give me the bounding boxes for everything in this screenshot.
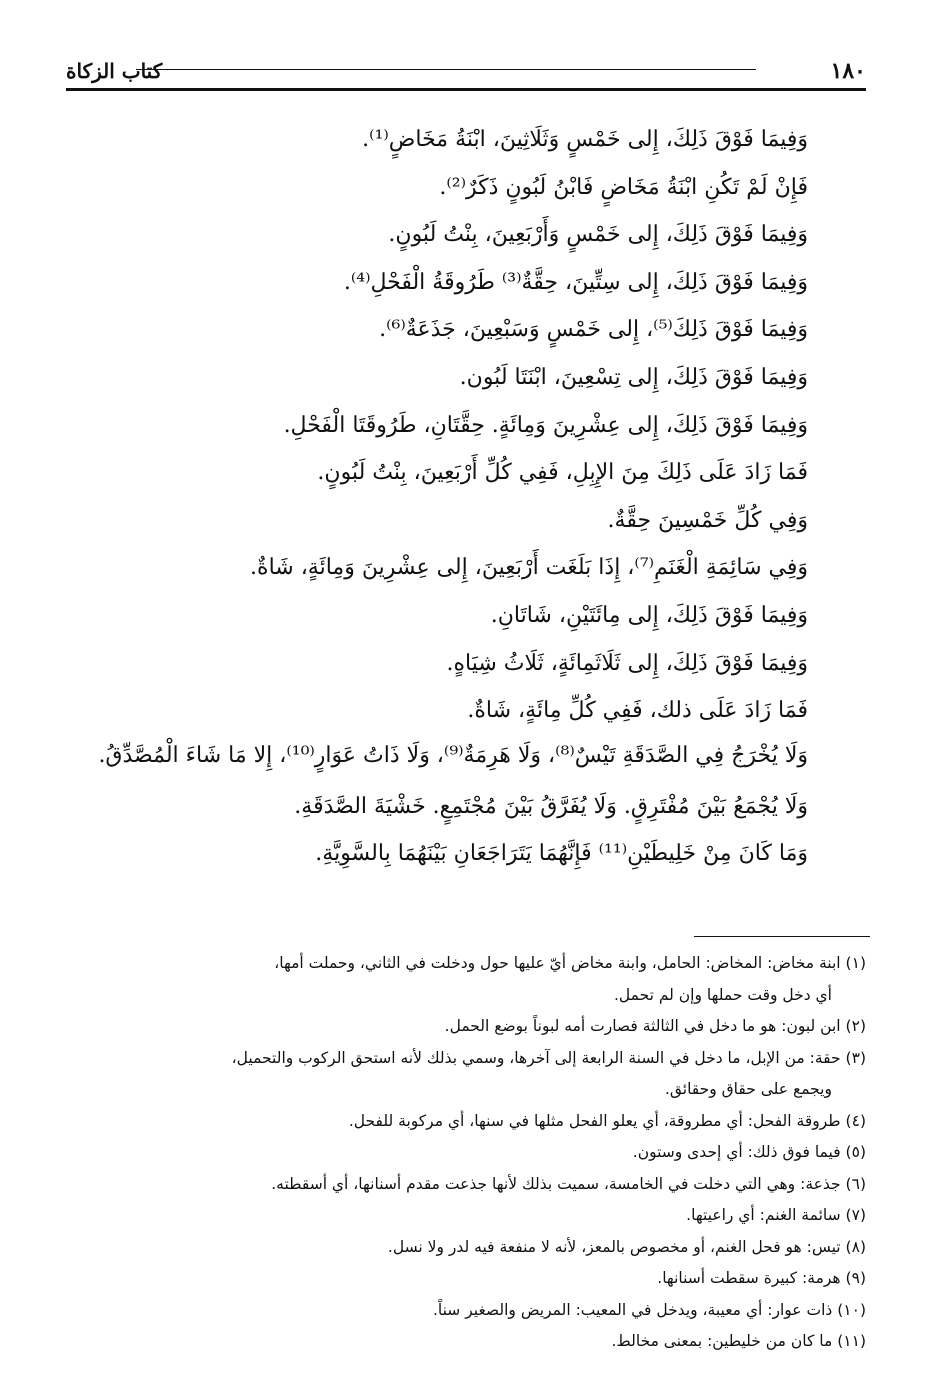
footnotes [86,948,866,1358]
header-divider [66,88,866,91]
text-line: وَفِيمَا فَوْقَ ذَلِكَ، إِلى ثَلَاثَمِائَةٍ، ثَلَاثُ شِيَاهٍ. [446,650,808,676]
footnote [86,1169,866,1201]
footnote-number: (١٠) [837,1300,866,1319]
text-line: وَفِيمَا فَوْقَ ذَلِكَ، إِلى عِشْرِينَ وَمِائَةٍ. حِقَّتَانِ، طَرُوقَتَا الْفَحْلِ. [283,412,808,438]
footnote-number: (٤) [845,1111,866,1130]
text-line: وَفِي كُلِّ خَمْسِينَ حِقَّةٌ. [607,507,808,533]
footnote-text: جذعة: وهي التي دخلت في الخامسة، سميت بذلك لأنها جذعت مقدم أسنانها، أي أسقطته. [271,1174,841,1193]
footnote-text: أي دخل وقت حملها وإن لم تحمل. [613,985,832,1004]
footnote-text: ما كان من خليطين: بمعنى مخالط. [611,1332,833,1350]
footnote-text: سائمة الغنم: أي راعيتها. [686,1206,841,1224]
footnote-text: هرمة: كبيرة سقطت أسنانها. [657,1269,841,1287]
text-line: وَفِيمَا فَوْقَ ذَلِكَ، إِلى مِائَتَيْنِ، شَاتَانِ. [490,602,808,628]
footnote-text: طروقة الفحل: أي مطروقة، أي يعلو الفحل مثلها في سنها، أي مركوبة للفحل. [348,1111,841,1130]
footnote-number: (١١) [837,1332,866,1350]
footnote-number: (٣) [845,1048,866,1067]
footnote [86,1043,866,1106]
header-rule [136,69,756,70]
footnote [86,948,866,1011]
text-line: وَفِيمَا فَوْقَ ذَلِكَ، إِلى سِتِّينَ، حِقَّةٌ⁽³⁾ طَرُوقَةُ الْفَحْلِ⁽⁴⁾. [343,269,808,295]
footnote [86,1106,866,1138]
footnote-text: ويجمع على حقاق وحقائق. [664,1080,832,1098]
footnote-text: فيما فوق ذلك: أي إحدى وستون. [632,1143,841,1161]
text-line: وَفِيمَا فَوْقَ ذَلِكَ، إِلى تِسْعِينَ، ابْنَتَا لَبُون. [459,364,808,390]
footnote-number: (٥) [845,1143,866,1161]
footnote-text: ذات عوار: أي معيبة، ويدخل في المعيب: المريض والصغير سناً. [432,1300,833,1319]
footnote-number: (٩) [845,1269,866,1287]
footnote-text: ابن لبون: هو ما دخل في الثالثة فصارت أمه لبوناً بوضع الحمل. [444,1017,841,1035]
footnote [86,1137,866,1169]
footnote [86,1200,866,1232]
text-line: وَفِيمَا فَوْقَ ذَلِكَ⁽⁵⁾، إِلى خَمْسٍ وَسَبْعِينَ، جَذَعَةٌ⁽⁶⁾. [379,317,808,343]
footnote-text: حقة: من الإبل، ما دخل في السنة الرابعة إلى آخرها، وسمي بذلك لأنه استحق الركوب والتحميل، [231,1048,841,1067]
page-number: ١٨٠ [830,58,866,84]
footnote [86,1326,866,1358]
footnote [86,1011,866,1043]
text-line: وَلَا يُخْرَجُ فِي الصَّدَقَةِ تَيْسٌ⁽⁸⁾، وَلَا هَرِمَةٌ⁽⁹⁾، وَلَا ذَاتُ عَوَارٍ⁽¹⁰⁾، إِلا مَا شَاءَ الْمُصَّدِّقُ. [98,742,808,768]
footnote-text: ابنة مخاض: المخاض: الحامل، وابنة مخاض أيّ عليها حول ودخلت في الثاني، وحملت أمها، [274,954,841,972]
text-line: وَفِيمَا فَوْقَ ذَلِكَ، إِلى خَمْسٍ وَثَلَاثِينَ، ابْنَةُ مَخَاضٍ⁽¹⁾. [362,127,808,152]
footnote [86,1263,866,1295]
text-line: وَلَا يُجْمَعُ بَيْنَ مُفْتَرِقٍ. وَلَا يُفَرَّقُ بَيْنَ مُجْتَمِعٍ. خَشْيَةَ الصَّدَقَةِ. [294,793,808,819]
text-line: وَمَا كَانَ مِنْ خَلِيطَيْنِ⁽¹¹⁾ فَإِنَّهُمَا يَتَرَاجَعَانِ بَيْنَهُمَا بِالسَّوِيَّةِ. [315,841,808,867]
text-line: وَفِيمَا فَوْقَ ذَلِكَ، إِلى خَمْسٍ وَأَرْبَعِينَ، بِنْتُ لَبُونٍ. [388,222,808,248]
footnote [86,1232,866,1264]
footnote-divider [694,936,870,937]
hadith-text [86,116,808,878]
footnote-number: (٢) [845,1017,866,1035]
footnote-number: (٧) [845,1206,866,1224]
text-line: فَمَا زَادَ عَلَى ذَلِكَ مِنَ الإِبِلِ، فَفِي كُلِّ أَرْبَعِينَ، بِنْتُ لَبُونٍ. [317,460,808,486]
text-line: فَمَا زَادَ عَلَى ذلك، فَفِي كُلِّ مِائَةٍ، شَاةٌ. [467,698,808,724]
running-header [66,42,866,84]
text-line: فَإِنْ لَمْ تَكُنِ ابْنَةُ مَخَاضٍ فَابْنُ لَبُونٍ ذَكَرٌ⁽²⁾. [439,174,808,200]
footnote-number: (٦) [845,1174,866,1193]
footnote [86,1295,866,1327]
footnote-text: تيس: هو فحل الغنم، أو مخصوص بالمعز، لأنه لا منفعة فيه لدر ولا نسل. [387,1237,841,1256]
text-line: وَفِي سَائِمَةِ الْغَنَمِ⁽⁷⁾، إِذَا بَلَغَت أَرْبَعِينَ، إِلى عِشْرِينَ وَمِائَةٍ، شَاةٌ. [250,555,808,581]
footnote-number: (١) [845,954,866,972]
book-title: كتاب الزكاة [66,59,163,83]
footnote-number: (٨) [845,1237,866,1256]
